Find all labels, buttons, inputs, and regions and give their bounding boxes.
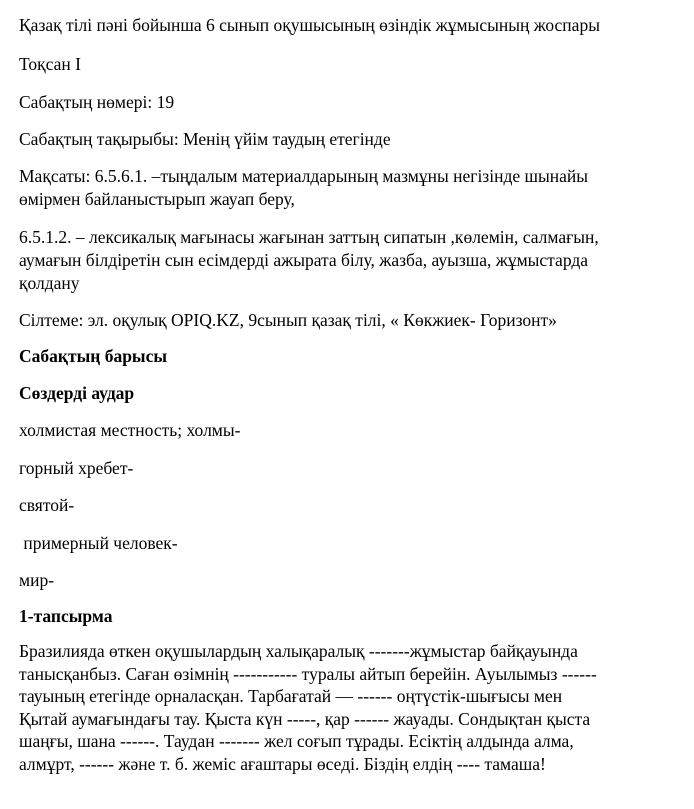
reference: Сілтеме: эл. оқулық OPIQ.KZ, 9сынып қазақ тілі, « Көкжиек- Горизонт» — [19, 310, 557, 330]
task1-line: Қытай аумағындағы тау. Қыста күн -----, қар ------ жауады. Сондықтан қыста — [19, 708, 591, 729]
word-item: горный хребет- — [19, 458, 134, 478]
lesson-goal — [19, 165, 588, 211]
lesson-goal-2 — [19, 226, 599, 295]
goal-line: Мақсаты: 6.5.6.1. –тыңдалым материалдарының мазмұны негізінде шынайы — [19, 166, 588, 186]
task1-line: алмұрт, ------ және т. б. жеміс ағаштары өседі. Біздің елдің ---- тамаша! — [19, 753, 546, 774]
task1-text — [19, 640, 597, 776]
lesson-topic: Сабақтың тақырыбы: Менің үйім таудың етегінде — [19, 129, 391, 149]
task1-line: Бразилияда өткен оқушылардың халықаралық -------жұмыстар байқауында — [19, 641, 578, 661]
lesson-number: Сабақтың нөмері: 19 — [19, 92, 175, 112]
goal2-line: 6.5.1.2. – лексикалық мағынасы жағынан заттың сипатын ,көлемін, салмағын, — [19, 227, 599, 247]
goal2-line: қолдану — [19, 273, 80, 293]
task1-line: шаңғы, шана ------. Таудан ------- жел соғып тұрады. Есіктің алдында алма, — [19, 731, 574, 752]
task1-heading: 1-тапсырма — [19, 606, 113, 626]
quarter: Тоқсан І — [19, 54, 81, 74]
word-item: примерный человек- — [19, 533, 178, 553]
word-item: святой- — [19, 495, 75, 515]
document-title: Қазақ тілі пәні бойынша 6 сынып оқушысының өзіндік жұмысының жоспары — [19, 15, 600, 35]
lesson-progress-heading: Сабақтың барысы — [19, 346, 168, 366]
task1-line: танысқанбыз. Саған өзімнің ----------- туралы айтып берейін. Ауылымыз ------ — [19, 663, 597, 684]
task1-line: тауының етегінде орналасқан. Тарбағатай — ------ оңтүстік-шығысы мен — [19, 686, 563, 707]
translate-heading: Сөздерді аудар — [19, 383, 135, 403]
goal2-line: аумағын білдіретін сын есімдерді ажырата білу, жазба, ауызша, жұмыстарда — [19, 250, 589, 270]
word-item: мир- — [19, 570, 55, 590]
word-item: холмистая местность; холмы- — [19, 420, 241, 440]
goal-line: өмірмен байланыстырып жауап беру, — [19, 189, 295, 209]
